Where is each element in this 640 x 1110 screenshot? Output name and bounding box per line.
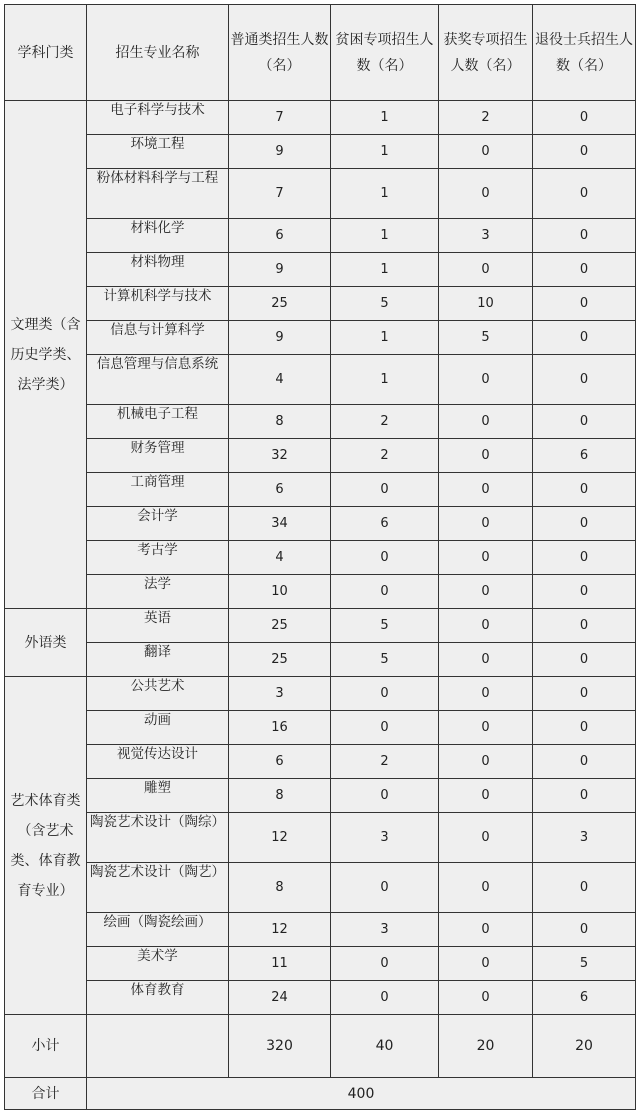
major-name: 财务管理 <box>87 439 229 473</box>
general-count: 9 <box>229 135 331 169</box>
general-count: 8 <box>229 863 331 913</box>
poverty-count: 1 <box>331 101 439 135</box>
veteran-count: 0 <box>533 779 636 813</box>
general-count: 7 <box>229 101 331 135</box>
major-name: 陶瓷艺术设计（陶综） <box>87 813 229 863</box>
award-count: 5 <box>439 321 533 355</box>
poverty-count: 0 <box>331 779 439 813</box>
general-count: 10 <box>229 575 331 609</box>
award-count: 0 <box>439 253 533 287</box>
award-count: 10 <box>439 287 533 321</box>
veteran-count: 0 <box>533 253 636 287</box>
major-name: 计算机科学与技术 <box>87 287 229 321</box>
poverty-count: 0 <box>331 677 439 711</box>
table-row <box>5 101 636 135</box>
total-value: 400 <box>87 1078 636 1110</box>
general-count: 16 <box>229 711 331 745</box>
major-name: 英语 <box>87 609 229 643</box>
table-row <box>5 355 636 405</box>
general-count: 4 <box>229 355 331 405</box>
subtotal-poverty: 40 <box>331 1015 439 1078</box>
table-row <box>5 711 636 745</box>
award-count: 0 <box>439 813 533 863</box>
header-row <box>5 5 636 101</box>
table-row <box>5 813 636 863</box>
general-count: 6 <box>229 473 331 507</box>
veteran-count: 0 <box>533 541 636 575</box>
table-row <box>5 541 636 575</box>
major-name: 粉体材料科学与工程 <box>87 169 229 219</box>
category-cell: 文理类（含历史学类、法学类） <box>5 101 87 609</box>
veteran-count: 0 <box>533 219 636 253</box>
award-count: 0 <box>439 677 533 711</box>
general-count: 6 <box>229 745 331 779</box>
veteran-count: 0 <box>533 913 636 947</box>
subtotal-award: 20 <box>439 1015 533 1078</box>
poverty-count: 1 <box>331 355 439 405</box>
major-name: 信息管理与信息系统 <box>87 355 229 405</box>
major-name: 法学 <box>87 575 229 609</box>
major-name: 考古学 <box>87 541 229 575</box>
major-name: 雕塑 <box>87 779 229 813</box>
subtotal-general: 320 <box>229 1015 331 1078</box>
table-row <box>5 779 636 813</box>
table-row <box>5 219 636 253</box>
veteran-count: 0 <box>533 711 636 745</box>
award-count: 3 <box>439 219 533 253</box>
table-row <box>5 287 636 321</box>
veteran-count: 0 <box>533 863 636 913</box>
general-count: 8 <box>229 405 331 439</box>
veteran-count: 0 <box>533 405 636 439</box>
table-row <box>5 321 636 355</box>
award-count: 0 <box>439 981 533 1015</box>
major-name: 工商管理 <box>87 473 229 507</box>
header-category: 学科门类 <box>5 5 87 101</box>
poverty-count: 2 <box>331 439 439 473</box>
table-row <box>5 643 636 677</box>
general-count: 12 <box>229 813 331 863</box>
general-count: 9 <box>229 321 331 355</box>
award-count: 0 <box>439 439 533 473</box>
award-count: 2 <box>439 101 533 135</box>
poverty-count: 0 <box>331 711 439 745</box>
major-name: 动画 <box>87 711 229 745</box>
general-count: 11 <box>229 947 331 981</box>
veteran-count: 0 <box>533 575 636 609</box>
poverty-count: 1 <box>331 135 439 169</box>
veteran-count: 6 <box>533 981 636 1015</box>
general-count: 34 <box>229 507 331 541</box>
major-name: 体育教育 <box>87 981 229 1015</box>
award-count: 0 <box>439 473 533 507</box>
major-name: 电子科学与技术 <box>87 101 229 135</box>
major-name: 机械电子工程 <box>87 405 229 439</box>
header-poverty: 贫困专项招生人数（名） <box>331 5 439 101</box>
poverty-count: 1 <box>331 169 439 219</box>
subtotal-row <box>5 1015 636 1078</box>
major-name: 绘画（陶瓷绘画） <box>87 913 229 947</box>
award-count: 0 <box>439 863 533 913</box>
poverty-count: 0 <box>331 473 439 507</box>
poverty-count: 6 <box>331 507 439 541</box>
header-veteran: 退役士兵招生人数（名） <box>533 5 636 101</box>
veteran-count: 0 <box>533 643 636 677</box>
poverty-count: 5 <box>331 643 439 677</box>
major-name: 公共艺术 <box>87 677 229 711</box>
major-name: 陶瓷艺术设计（陶艺） <box>87 863 229 913</box>
poverty-count: 1 <box>331 253 439 287</box>
poverty-count: 0 <box>331 863 439 913</box>
veteran-count: 5 <box>533 947 636 981</box>
header-award: 获奖专项招生人数（名） <box>439 5 533 101</box>
table-row <box>5 135 636 169</box>
award-count: 0 <box>439 711 533 745</box>
veteran-count: 6 <box>533 439 636 473</box>
award-count: 0 <box>439 913 533 947</box>
table-row <box>5 745 636 779</box>
award-count: 0 <box>439 609 533 643</box>
table-row <box>5 863 636 913</box>
major-name: 会计学 <box>87 507 229 541</box>
poverty-count: 5 <box>331 287 439 321</box>
veteran-count: 0 <box>533 135 636 169</box>
poverty-count: 3 <box>331 813 439 863</box>
veteran-count: 0 <box>533 507 636 541</box>
poverty-count: 0 <box>331 981 439 1015</box>
poverty-count: 5 <box>331 609 439 643</box>
major-name: 美术学 <box>87 947 229 981</box>
table-row <box>5 439 636 473</box>
poverty-count: 1 <box>331 321 439 355</box>
veteran-count: 0 <box>533 321 636 355</box>
veteran-count: 0 <box>533 287 636 321</box>
general-count: 6 <box>229 219 331 253</box>
poverty-count: 2 <box>331 745 439 779</box>
header-general: 普通类招生人数（名） <box>229 5 331 101</box>
general-count: 9 <box>229 253 331 287</box>
table-row <box>5 507 636 541</box>
header-major: 招生专业名称 <box>87 5 229 101</box>
veteran-count: 0 <box>533 355 636 405</box>
poverty-count: 1 <box>331 219 439 253</box>
total-row <box>5 1078 636 1110</box>
table-row <box>5 981 636 1015</box>
enrollment-table <box>4 4 636 1110</box>
poverty-count: 0 <box>331 575 439 609</box>
veteran-count: 0 <box>533 101 636 135</box>
table-row <box>5 575 636 609</box>
award-count: 0 <box>439 643 533 677</box>
veteran-count: 0 <box>533 609 636 643</box>
general-count: 32 <box>229 439 331 473</box>
major-name: 材料物理 <box>87 253 229 287</box>
award-count: 0 <box>439 135 533 169</box>
table-row <box>5 405 636 439</box>
award-count: 0 <box>439 507 533 541</box>
general-count: 3 <box>229 677 331 711</box>
general-count: 12 <box>229 913 331 947</box>
veteran-count: 3 <box>533 813 636 863</box>
award-count: 0 <box>439 405 533 439</box>
veteran-count: 0 <box>533 677 636 711</box>
general-count: 25 <box>229 609 331 643</box>
veteran-count: 0 <box>533 169 636 219</box>
general-count: 4 <box>229 541 331 575</box>
total-label: 合计 <box>5 1078 87 1110</box>
major-name: 翻译 <box>87 643 229 677</box>
general-count: 24 <box>229 981 331 1015</box>
table-row <box>5 947 636 981</box>
subtotal-empty <box>87 1015 229 1078</box>
major-name: 材料化学 <box>87 219 229 253</box>
table-row <box>5 913 636 947</box>
poverty-count: 0 <box>331 541 439 575</box>
category-cell: 外语类 <box>5 609 87 677</box>
table-row <box>5 473 636 507</box>
veteran-count: 0 <box>533 745 636 779</box>
poverty-count: 0 <box>331 947 439 981</box>
major-name: 环境工程 <box>87 135 229 169</box>
veteran-count: 0 <box>533 473 636 507</box>
general-count: 7 <box>229 169 331 219</box>
major-name: 视觉传达设计 <box>87 745 229 779</box>
award-count: 0 <box>439 541 533 575</box>
table-row <box>5 677 636 711</box>
poverty-count: 2 <box>331 405 439 439</box>
general-count: 25 <box>229 643 331 677</box>
poverty-count: 3 <box>331 913 439 947</box>
award-count: 0 <box>439 947 533 981</box>
table-row <box>5 609 636 643</box>
general-count: 25 <box>229 287 331 321</box>
award-count: 0 <box>439 745 533 779</box>
table-row <box>5 169 636 219</box>
award-count: 0 <box>439 575 533 609</box>
award-count: 0 <box>439 355 533 405</box>
major-name: 信息与计算科学 <box>87 321 229 355</box>
subtotal-label: 小计 <box>5 1015 87 1078</box>
general-count: 8 <box>229 779 331 813</box>
category-cell: 艺术体育类（含艺术类、体育教育专业） <box>5 677 87 1015</box>
subtotal-veteran: 20 <box>533 1015 636 1078</box>
table-row <box>5 253 636 287</box>
award-count: 0 <box>439 169 533 219</box>
award-count: 0 <box>439 779 533 813</box>
